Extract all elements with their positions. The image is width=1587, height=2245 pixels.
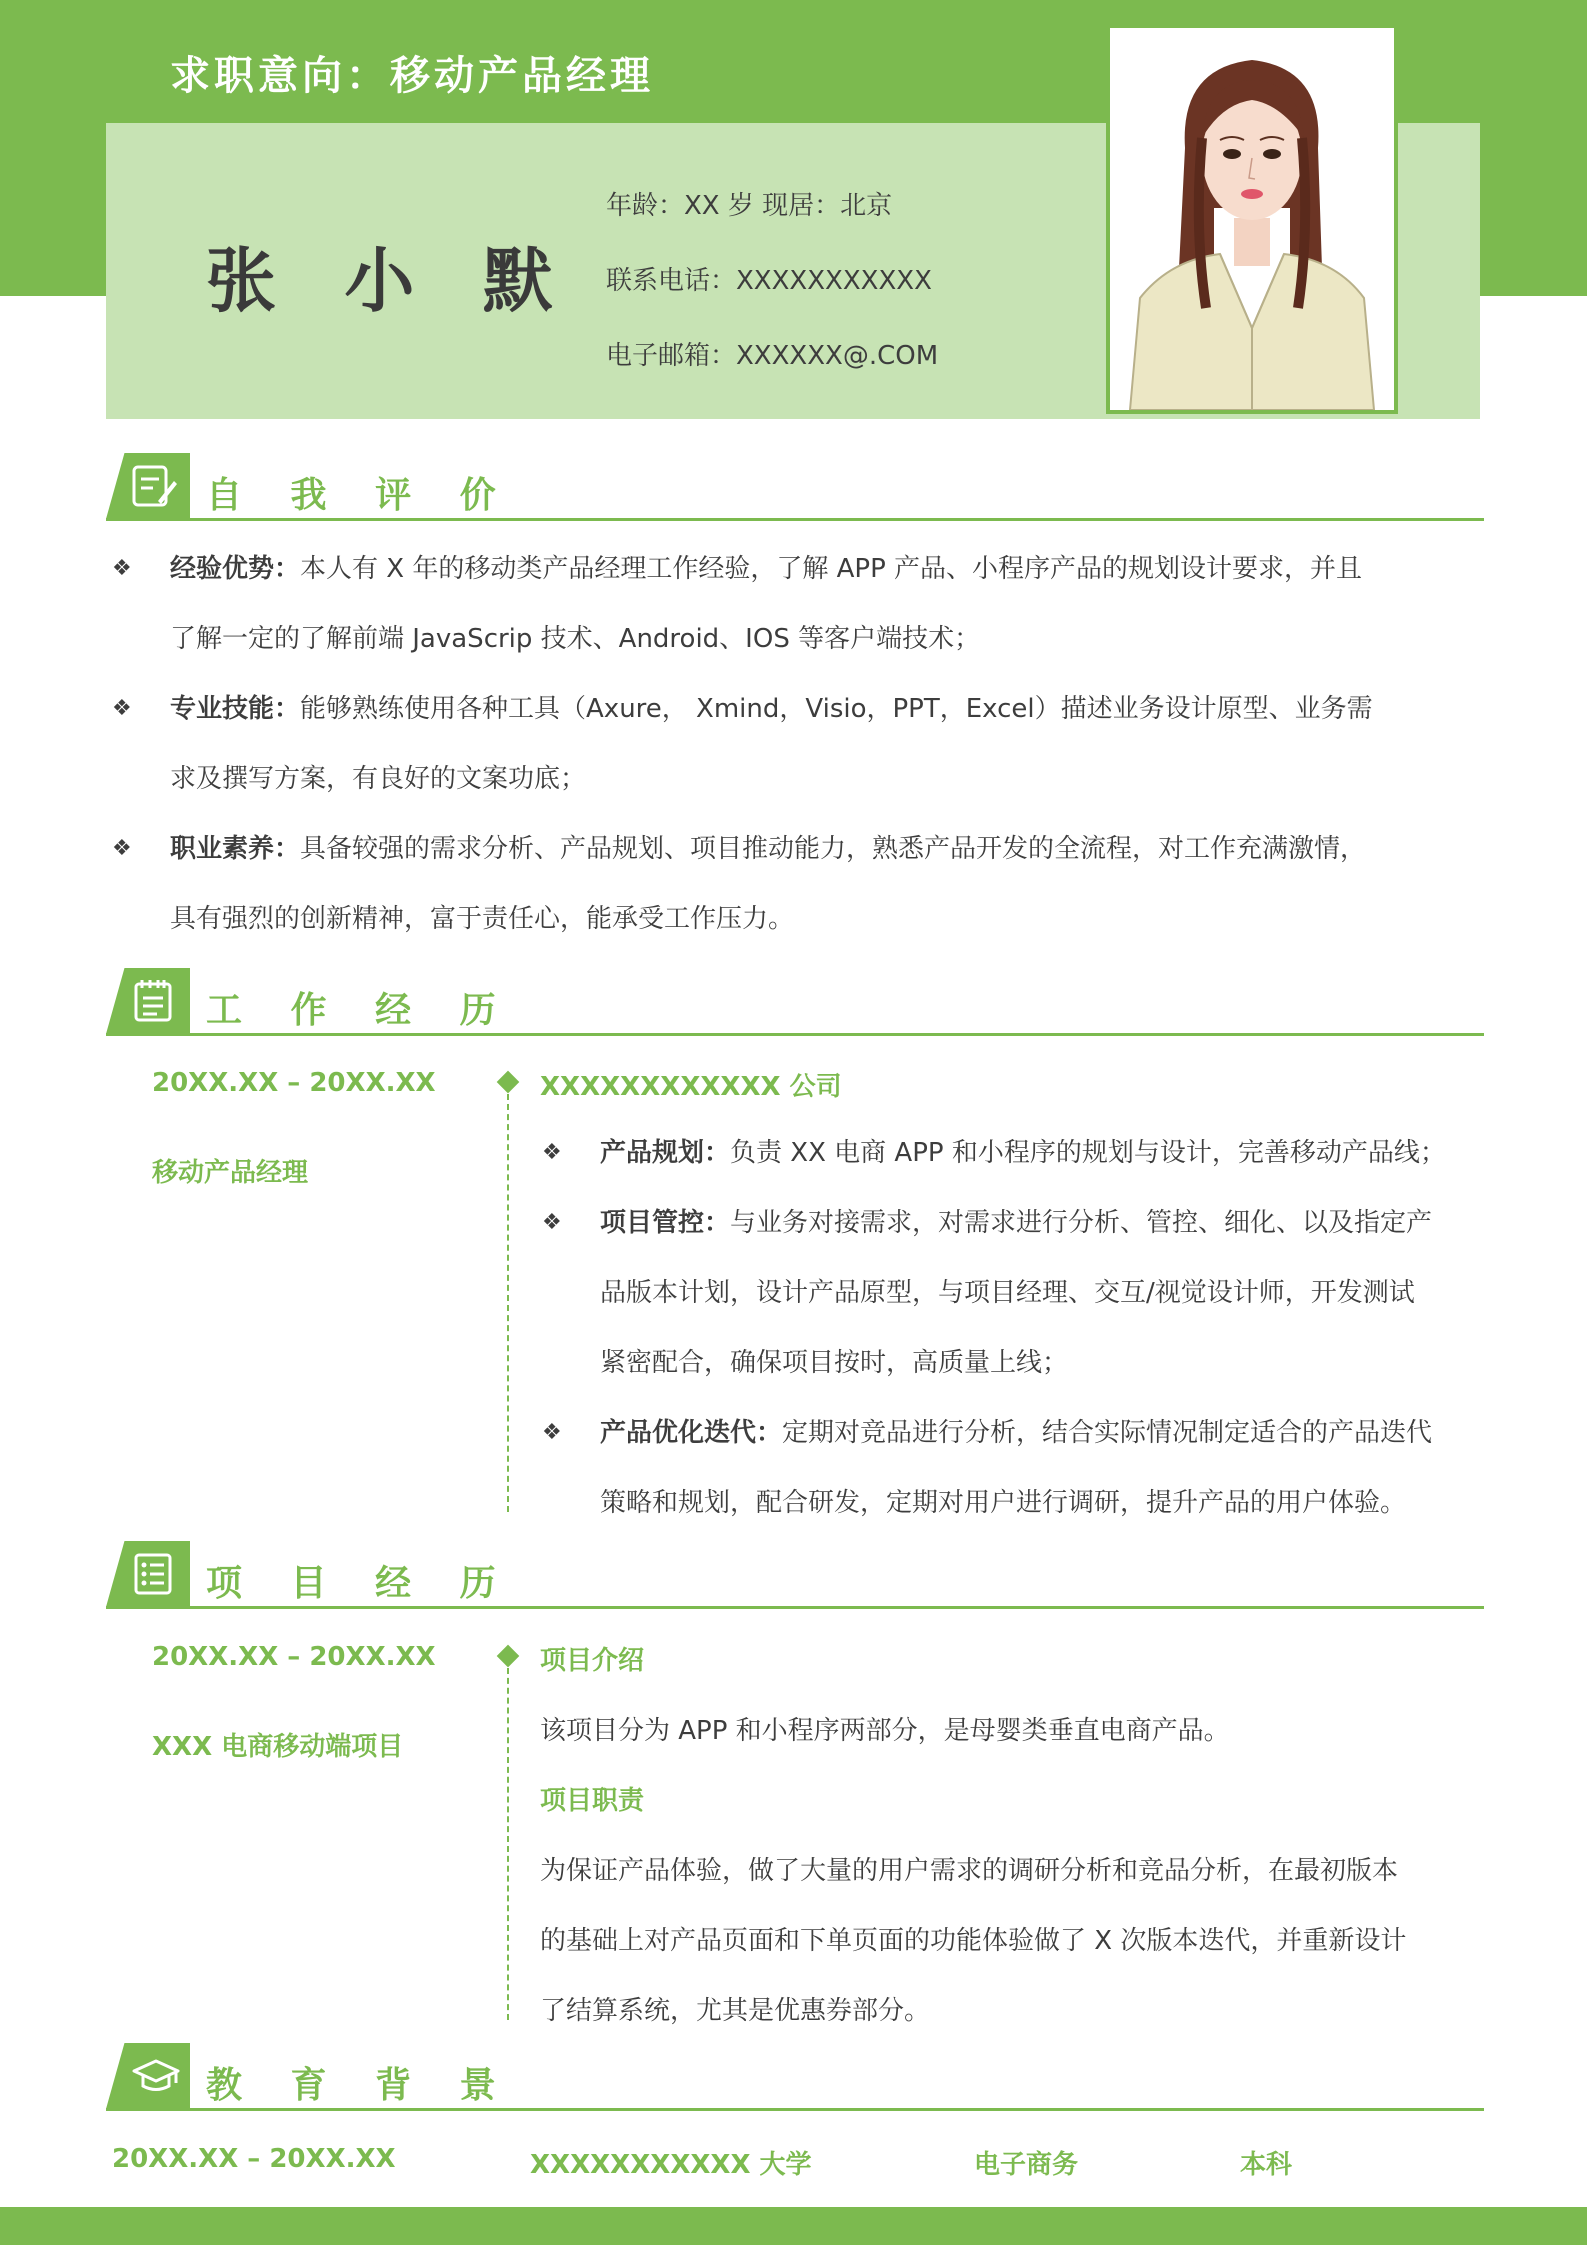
work-period: 20XX.XX – 20XX.XX: [152, 1068, 436, 1098]
item-text: 负责 XX 电商 APP 和小程序的规划与设计，完善移动产品线；: [730, 1138, 1446, 1168]
section-title: 自 我 评 价: [206, 475, 514, 516]
item-text: 具有强烈的创新精神，富于责任心，能承受工作压力。: [170, 904, 795, 934]
list-item: [542, 1118, 1502, 1188]
section-rule: [106, 1033, 1484, 1036]
item-text: 了解一定的了解前端 JavaScrip 技术、Android、IOS 等客户端技术；: [170, 624, 981, 654]
section-self-eval: [106, 453, 1484, 533]
section-rule: [106, 1606, 1484, 1609]
project-duty-text: 的基础上对产品页面和下单页面的功能体验做了 X 次版本迭代，并重新设计: [540, 1926, 1407, 1956]
section-rule: [106, 2108, 1484, 2111]
diamond-bullet-icon: ❖: [112, 836, 132, 861]
item-text: 品版本计划，设计产品原型，与项目经理、交互/视觉设计师，开发测试: [600, 1278, 1415, 1308]
item-text: 本人有 X 年的移动类产品经理工作经验，了解 APP 产品、小程序产品的规划设计要求，并且: [300, 554, 1363, 584]
section-work: [106, 968, 1484, 1048]
project-duty-text: 了结算系统，尤其是优惠券部分。: [540, 1996, 931, 2026]
item-label: 职业素养：: [170, 834, 301, 864]
section-rule: [106, 518, 1484, 521]
list-item: [542, 1398, 1502, 1538]
project-period: 20XX.XX – 20XX.XX: [152, 1642, 436, 1672]
section-badge: [106, 1541, 190, 1607]
item-text: 具备较强的需求分析、产品规划、项目推动能力，熟悉产品开发的全流程，对工作充满激情，: [300, 834, 1367, 864]
diamond-bullet-icon: ❖: [542, 1210, 562, 1235]
notepad-icon: [130, 978, 178, 1024]
project-duty-label: 项目职责: [540, 1786, 645, 1816]
section-badge: [106, 453, 190, 519]
project-name: XXX 电商移动端项目: [152, 1732, 404, 1762]
checklist-icon: [130, 1551, 178, 1597]
phone: 联系电话：XXXXXXXXXXX: [606, 266, 932, 296]
profile-photo: [1106, 24, 1398, 414]
section-title: 教 育 背 景: [206, 2065, 514, 2106]
item-label: 项目管控：: [600, 1208, 731, 1238]
item-text: 策略和规划，配合研发，定期对用户进行调研，提升产品的用户体验。: [600, 1488, 1407, 1518]
edu-school: XXXXXXXXXXX 大学: [530, 2150, 812, 2180]
section-project: [106, 1541, 1484, 1621]
list-item: [542, 1188, 1502, 1398]
job-intent: 求职意向：移动产品经理: [170, 53, 654, 99]
work-position: 移动产品经理: [152, 1158, 309, 1188]
edu-degree: 本科: [1240, 2150, 1293, 2180]
diamond-bullet-icon: ❖: [112, 556, 132, 581]
section-education: [106, 2043, 1484, 2123]
diamond-bullet-icon: ❖: [542, 1140, 562, 1165]
edu-major: 电子商务: [974, 2150, 1079, 2180]
project-intro-label: 项目介绍: [540, 1646, 645, 1676]
project-duty-text: 为保证产品体验，做了大量的用户需求的调研分析和竞品分析，在最初版本: [540, 1856, 1399, 1886]
timeline-line: [507, 1094, 509, 1512]
item-label: 产品规划：: [600, 1138, 731, 1168]
diamond-bullet-icon: ❖: [542, 1420, 562, 1445]
item-text: 定期对竞品进行分析，结合实际情况制定适合的产品迭代: [782, 1418, 1433, 1448]
section-title: 工 作 经 历: [206, 990, 514, 1031]
project-intro-text: 该项目分为 APP 和小程序两部分，是母婴类垂直电商产品。: [540, 1716, 1230, 1746]
diamond-bullet-icon: ❖: [112, 696, 132, 721]
portrait-illustration: [1110, 28, 1394, 410]
email: 电子邮箱：XXXXXX@.COM: [606, 341, 939, 371]
section-title: 项 目 经 历: [206, 1563, 514, 1604]
list-item: [112, 534, 1492, 674]
bottom-band: [0, 2207, 1587, 2245]
section-badge: [106, 968, 190, 1034]
item-text: 与业务对接需求，对需求进行分析、管控、细化、以及指定产: [730, 1208, 1433, 1238]
item-text: 能够熟练使用各种工具（Axure， Xmind，Visio，PPT，Excel）描述业务设计原型、业务需: [300, 694, 1373, 724]
candidate-name: 张 小 默: [206, 240, 575, 322]
edu-period: 20XX.XX – 20XX.XX: [112, 2144, 396, 2174]
timeline-line: [507, 1668, 509, 2020]
graduation-cap-icon: [130, 2053, 182, 2099]
section-badge: [106, 2043, 190, 2109]
company-name: XXXXXXXXXXXX 公司: [540, 1072, 842, 1102]
timeline-diamond-icon: [497, 1645, 520, 1668]
notebook-pen-icon: [130, 463, 178, 509]
item-text: 求及撰写方案，有良好的文案功底；: [170, 764, 587, 794]
age-location: 年龄：XX 岁 现居：北京: [606, 191, 893, 221]
list-item: [112, 814, 1492, 954]
timeline-diamond-icon: [497, 1071, 520, 1094]
list-item: [112, 674, 1492, 814]
item-label: 产品优化迭代：: [600, 1418, 783, 1448]
item-label: 经验优势：: [170, 554, 301, 584]
item-label: 专业技能：: [170, 694, 301, 724]
item-text: 紧密配合，确保项目按时，高质量上线；: [600, 1348, 1069, 1378]
